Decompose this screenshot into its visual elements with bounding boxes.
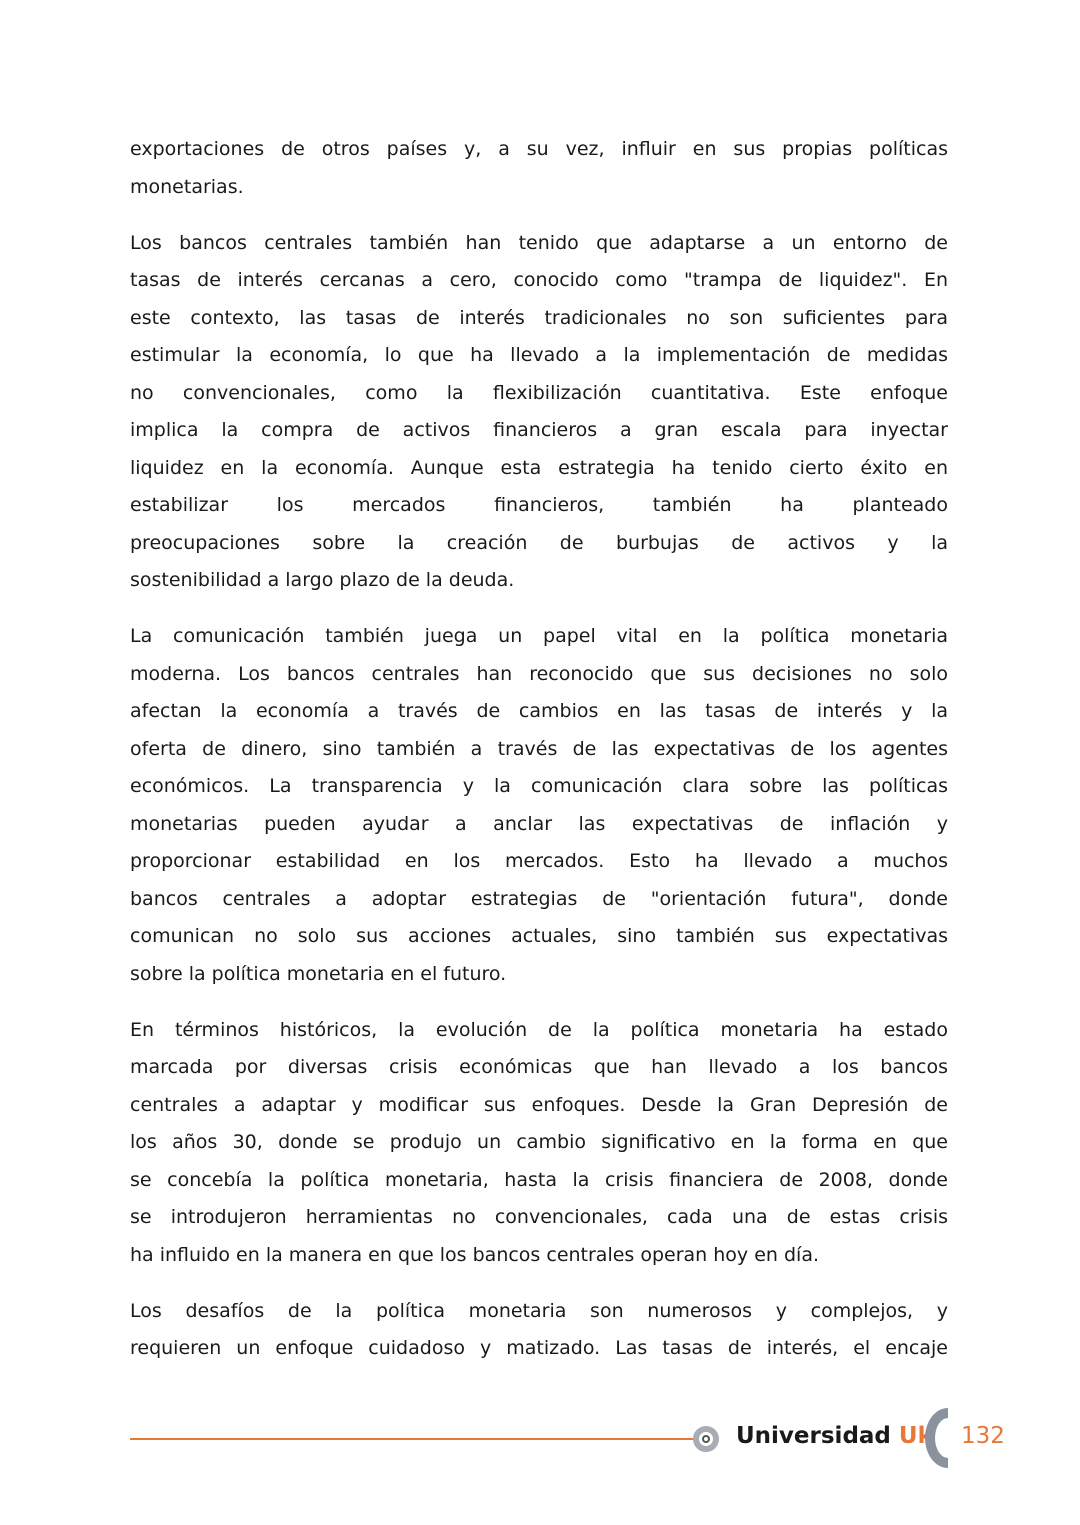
footer-divider [130, 1438, 695, 1440]
text-line: preocupaciones sobre la creación de burbujas de activos y la [130, 531, 948, 554]
brand-name: Universidad [736, 1423, 891, 1449]
text-line: económicos. La transparencia y la comunicación clara sobre las políticas [130, 775, 948, 797]
text-line: centrales a adaptar y modificar sus enfoques. Desde la Gran Depresión de [130, 1093, 948, 1116]
text-line: En términos históricos, la evolución de la política monetaria ha estado [130, 1018, 948, 1041]
text-line: marcada por diversas crisis económicas que han llevado a los bancos [130, 1056, 948, 1078]
text-line: comunican no solo sus acciones actuales, sino también sus expectativas [130, 925, 948, 947]
text-line: tasas de interés cercanas a cero, conocido como "trampa de liquidez". En [130, 269, 948, 291]
text-line: proporcionar estabilidad en los mercados. Esto ha llevado a muchos [130, 850, 948, 872]
text-line: moderna. Los bancos centrales han reconocido que sus decisiones no solo [130, 662, 948, 685]
brand-logo [736, 1423, 933, 1449]
text-line: sobre la política monetaria en el futuro. [130, 962, 507, 985]
text-line: bancos centrales a adoptar estrategias de "orientación futura", donde [130, 887, 948, 910]
text-line: estimular la economía, lo que ha llevado a la implementación de medidas [130, 344, 948, 366]
text-line: Los desafíos de la política monetaria son numerosos y complejos, y [130, 1299, 948, 1322]
text-line: exportaciones de otros países y, a su vez, influir en sus propias políticas [130, 138, 948, 160]
paragraph [130, 225, 948, 600]
body-text [130, 131, 948, 1386]
text-line: implica la compra de activos financieros a gran escala para inyectar [130, 419, 948, 441]
paragraph [130, 618, 948, 993]
paragraph [130, 131, 948, 206]
text-line: afectan la economía a través de cambios en las tasas de interés y la [130, 700, 948, 722]
paragraph [130, 1293, 948, 1368]
text-line: La comunicación también juega un papel vital en la política monetaria [130, 625, 948, 647]
text-line: ha influido en la manera en que los bancos centrales operan hoy en día. [130, 1243, 820, 1266]
text-line: monetarias. [130, 175, 244, 198]
target-circle-icon [693, 1426, 719, 1452]
text-line: los años 30, donde se produjo un cambio significativo en la forma en que [130, 1131, 948, 1153]
brand-suffix: Uk [898, 1423, 933, 1449]
text-line: Los bancos centrales también han tenido que adaptarse a un entorno de [130, 231, 948, 254]
paragraph [130, 1012, 948, 1275]
text-line: oferta de dinero, sino también a través de las expectativas de los agentes [130, 737, 948, 760]
text-line: requieren un enfoque cuidadoso y matizado. Las tasas de interés, el encaje [130, 1337, 948, 1359]
text-line: sostenibilidad a largo plazo de la deuda. [130, 569, 515, 591]
page-number: 132 [961, 1423, 1005, 1449]
text-line: liquidez en la economía. Aunque esta estrategia ha tenido cierto éxito en [130, 456, 948, 479]
text-line: estabilizar los mercados financieros, también ha planteado [130, 494, 948, 516]
text-line: se concebía la política monetaria, hasta la crisis financiera de 2008, donde [130, 1168, 948, 1191]
text-line: se introdujeron herramientas no convencionales, cada una de estas crisis [130, 1206, 948, 1228]
text-line: no convencionales, como la flexibilización cuantitativa. Este enfoque [130, 381, 948, 404]
text-line: monetarias pueden ayudar a anclar las expectativas de inflación y [130, 812, 948, 835]
text-line: este contexto, las tasas de interés tradicionales no son suficientes para [130, 306, 948, 329]
